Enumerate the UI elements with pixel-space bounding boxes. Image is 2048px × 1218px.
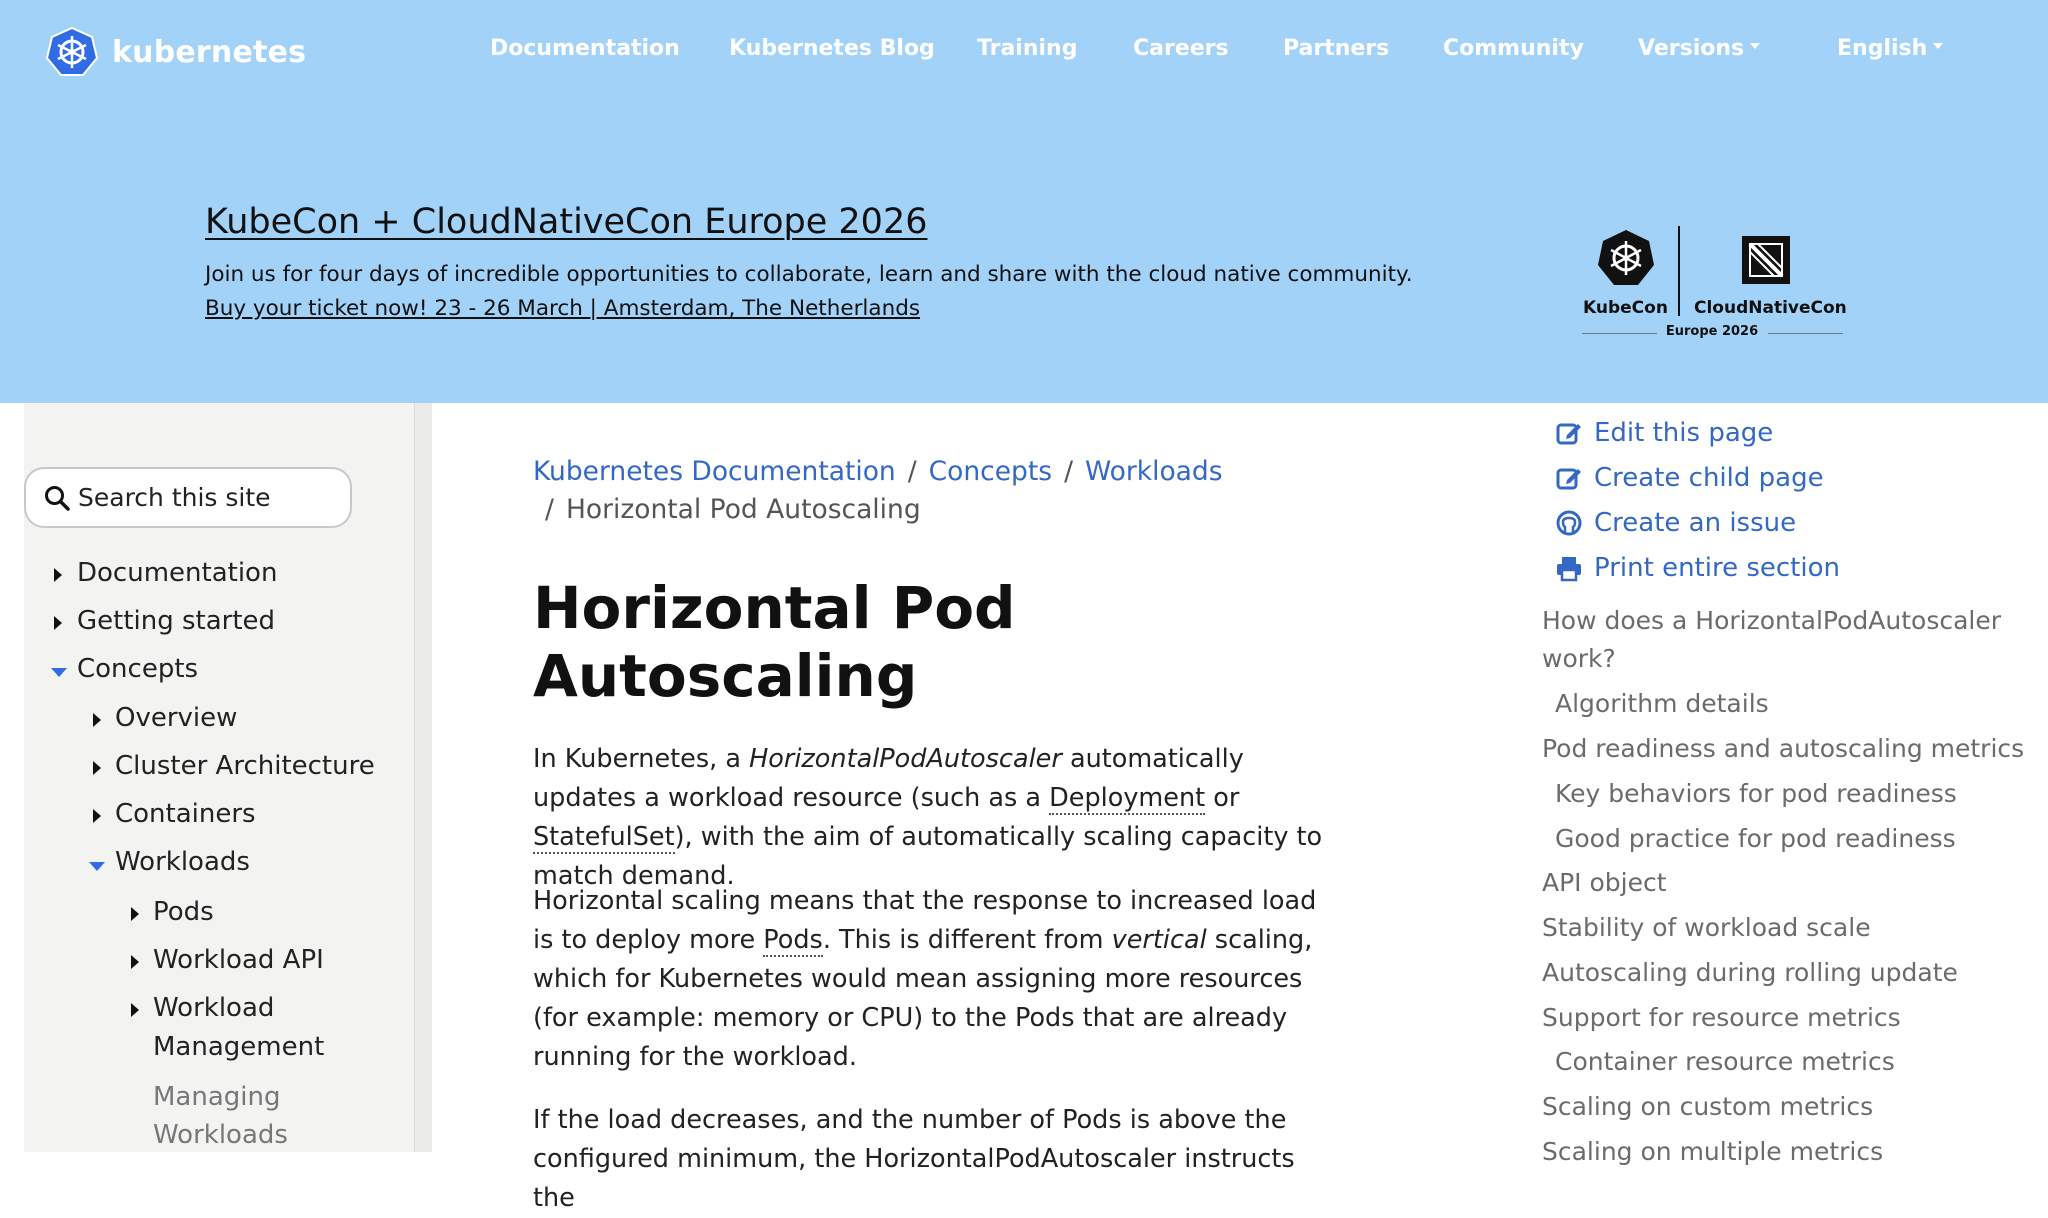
print-section-label: Print entire section xyxy=(1594,553,1840,583)
page-title-line2: Autoscaling xyxy=(533,642,918,710)
sidebar-item-label: Workload API xyxy=(153,945,324,975)
kubecon-event-logo xyxy=(1578,226,1846,342)
create-child-page-link[interactable] xyxy=(1556,463,1824,493)
caret-right-icon xyxy=(54,568,62,582)
cloudnativecon-icon xyxy=(1740,234,1792,286)
breadcrumb-workloads[interactable]: Workloads xyxy=(1085,456,1223,487)
sidebar-item-label: Concepts xyxy=(77,654,199,684)
page-title xyxy=(533,574,1133,710)
page-title-line1: Horizontal Pod xyxy=(533,574,1016,642)
caret-right-icon xyxy=(54,616,62,630)
cloudnativecon-label: CloudNativeCon xyxy=(1694,298,1847,318)
nav-language-dropdown[interactable] xyxy=(1837,36,1943,61)
text-run: automatically updates a workload resource (such as a xyxy=(533,744,1244,813)
breadcrumb xyxy=(533,456,1223,487)
nav-documentation[interactable]: Documentation xyxy=(490,36,680,61)
breadcrumb-kubernetes-documentation[interactable]: Kubernetes Documentation xyxy=(533,456,896,487)
toc-api-object[interactable]: API object xyxy=(1542,868,1667,897)
create-issue-label: Create an issue xyxy=(1594,508,1797,538)
sidebar-item-label: Overview xyxy=(115,703,238,733)
sidebar-scroll-gutter xyxy=(414,403,432,1152)
sidebar-item-label: Managing xyxy=(153,1082,281,1112)
statefulset-link[interactable]: StatefulSet xyxy=(533,822,675,852)
kubernetes-logo[interactable] xyxy=(46,26,306,78)
search-input[interactable] xyxy=(24,467,352,528)
nav-community[interactable]: Community xyxy=(1443,36,1584,61)
breadcrumb-separator: / xyxy=(907,456,917,487)
deployment-link[interactable]: Deployment xyxy=(1049,783,1206,813)
toc-rolling-update[interactable]: Autoscaling during rolling update xyxy=(1542,958,1958,987)
logo-divider xyxy=(1678,226,1680,316)
toc-multiple-metrics[interactable]: Scaling on multiple metrics xyxy=(1542,1137,1884,1166)
intro-paragraph xyxy=(533,740,1323,896)
sidebar-item-label: Getting started xyxy=(77,606,276,636)
breadcrumb-current-row xyxy=(545,494,921,525)
sidebar-item-label: Pods xyxy=(153,897,214,927)
toc-stability[interactable]: Stability of workload scale xyxy=(1542,913,1871,942)
edit-page-label: Edit this page xyxy=(1594,418,1774,448)
print-section-link[interactable] xyxy=(1556,553,1840,583)
caret-right-icon xyxy=(131,955,139,969)
toc-algorithm-details[interactable]: Algorithm details xyxy=(1555,689,1769,718)
toc-resource-metrics[interactable]: Support for resource metrics xyxy=(1542,1003,1901,1032)
banner-title-link[interactable]: KubeCon + CloudNativeCon Europe 2026 xyxy=(205,202,928,242)
sidebar-item-label: Workloads xyxy=(115,847,250,877)
breadcrumb-separator: / xyxy=(545,494,554,525)
banner-text: Join us for four days of incredible opportunities to collaborate, learn and share with the cloud native community. xyxy=(205,262,1413,287)
chevron-down-icon xyxy=(1933,43,1943,49)
search-icon xyxy=(44,485,70,511)
caret-right-icon xyxy=(93,761,101,775)
github-icon xyxy=(1556,510,1582,536)
sidebar-item-label: Cluster Architecture xyxy=(115,751,375,781)
horizontal-scaling-paragraph xyxy=(533,882,1323,1077)
toc-how-does-hpa-work[interactable]: How does a HorizontalPodAutoscaler xyxy=(1542,606,2002,635)
search-placeholder: Search this site xyxy=(78,483,271,512)
create-issue-link[interactable] xyxy=(1556,508,1796,538)
breadcrumb-separator: / xyxy=(1064,456,1073,487)
sidebar-item-label: Management xyxy=(153,1032,325,1062)
vertical-emphasis: vertical xyxy=(1111,925,1207,955)
nav-versions-dropdown[interactable] xyxy=(1638,36,1760,61)
pods-link[interactable]: Pods xyxy=(763,925,823,955)
kubecon-label: KubeCon xyxy=(1583,298,1668,318)
logo-wordmark: kubernetes xyxy=(112,34,307,70)
create-child-page-label: Create child page xyxy=(1594,463,1824,493)
sidebar-item-label: Documentation xyxy=(77,558,278,588)
nav-careers[interactable]: Careers xyxy=(1133,36,1229,61)
banner-ticket-link[interactable]: Buy your ticket now! 23 - 26 March | Amsterdam, The Netherlands xyxy=(205,296,921,321)
edit-icon xyxy=(1556,465,1582,491)
sidebar-item-label: Workloads xyxy=(153,1120,288,1150)
language-label: English xyxy=(1837,36,1928,61)
toc-pod-readiness-metrics[interactable]: Pod readiness and autoscaling metrics xyxy=(1542,734,2025,763)
caret-down-icon xyxy=(89,862,105,871)
text-run: In Kubernetes, a xyxy=(533,744,750,774)
edit-icon xyxy=(1556,420,1582,446)
edit-page-link[interactable] xyxy=(1556,418,1773,448)
nav-partners[interactable]: Partners xyxy=(1283,36,1390,61)
caret-right-icon xyxy=(131,907,139,921)
kubecon-icon xyxy=(1596,228,1656,288)
sidebar-item-label: Containers xyxy=(115,799,256,829)
load-decrease-paragraph: If the load decreases, and the number of Pods is above the configured minimum, the HorizontalPodAutoscaler instructs the xyxy=(533,1105,1295,1213)
toc-custom-metrics[interactable]: Scaling on custom metrics xyxy=(1542,1092,1874,1121)
breadcrumb-concepts[interactable]: Concepts xyxy=(928,456,1053,487)
caret-down-icon xyxy=(51,668,67,677)
toc-how-does-hpa-work-cont[interactable]: work? xyxy=(1542,644,1616,673)
europe-2026-label: Europe 2026 xyxy=(1665,324,1759,339)
printer-icon xyxy=(1556,555,1582,581)
versions-label: Versions xyxy=(1638,36,1745,61)
text-run: scaling, which for Kubernetes would mean assigning more resources (for example: memory or CPU) to the Pods that are already running for the workload. xyxy=(533,925,1313,1072)
text-run: . This is different from xyxy=(822,925,1112,955)
toc-container-resource-metrics[interactable]: Container resource metrics xyxy=(1555,1047,1895,1076)
hpa-emphasis: HorizontalPodAutoscaler xyxy=(749,744,1062,774)
caret-right-icon xyxy=(131,1003,139,1017)
kubernetes-helm-icon xyxy=(46,26,98,78)
text-run: Horizontal scaling means that the response to increased load is to deploy more xyxy=(533,886,1317,955)
text-run: ), with the aim of automatically scaling capacity to match demand. xyxy=(533,822,1323,891)
nav-kubernetes-blog[interactable]: Kubernetes Blog xyxy=(729,36,935,61)
top-navbar xyxy=(0,0,2048,102)
chevron-down-icon xyxy=(1750,43,1760,49)
text-run: or xyxy=(1205,783,1240,813)
caret-right-icon xyxy=(93,713,101,727)
nav-training[interactable]: Training xyxy=(977,36,1078,61)
caret-right-icon xyxy=(93,809,101,823)
toc-good-practice[interactable]: Good practice for pod readiness xyxy=(1555,824,1956,853)
sidebar-item-label: Workload xyxy=(153,993,275,1023)
toc-key-behaviors[interactable]: Key behaviors for pod readiness xyxy=(1555,779,1957,808)
breadcrumb-current: Horizontal Pod Autoscaling xyxy=(565,494,921,525)
